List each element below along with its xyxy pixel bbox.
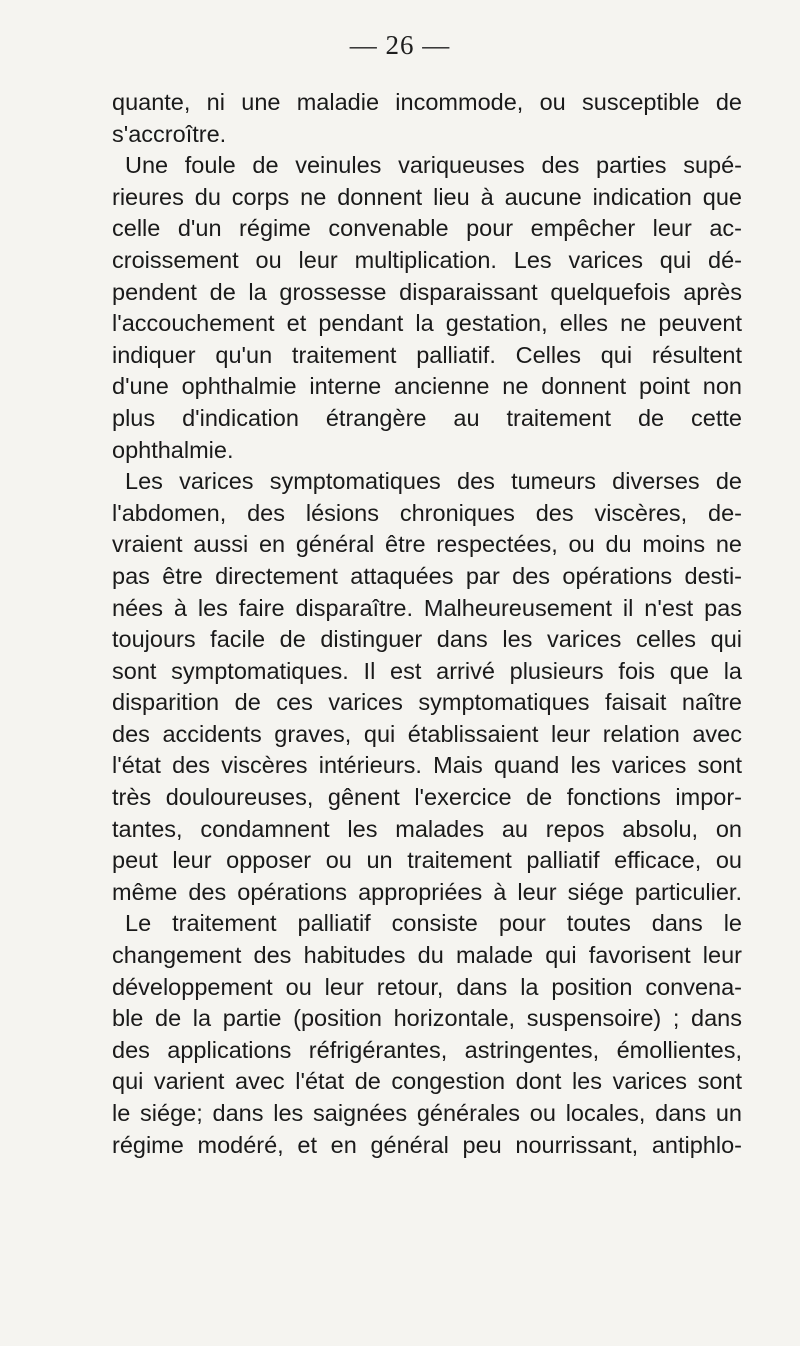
text-line: même des opérations appropriées à leur siége particulier. [112, 878, 742, 905]
text-line: le siége; dans les saignées générales ou locales, dans un [112, 1100, 742, 1126]
text-line: développement ou leur retour, dans la position convena- [112, 973, 742, 1000]
text-line: ophthalmie. [112, 436, 234, 463]
text-line: peut leur opposer ou un traitement palliatif efficace, ou [112, 847, 742, 874]
text-line: nées à les faire disparaître. Malheureusement il n'est pas [112, 594, 742, 621]
text-line: ble de la partie (position horizontale, suspensoire) ; dans [112, 1005, 742, 1032]
text-line: des applications réfrigérantes, astringentes, émollientes, [112, 1036, 742, 1063]
text-line: Une foule de veinules variqueuses des parties supé- [125, 152, 742, 179]
text-line: tantes, condamnent les malades au repos absolu, on [112, 815, 742, 842]
text-line: celle d'un régime convenable pour empêcher leur ac- [112, 215, 742, 242]
text-line: s'accroître. [112, 120, 227, 147]
text-line: plus d'indication étrangère au traitement de cette [112, 404, 742, 431]
text-line: croissement ou leur multiplication. Les varices qui dé- [112, 246, 742, 273]
text-line: disparition de ces varices symptomatiques faisait naître [112, 689, 742, 716]
text-line: vraient aussi en général être respectées, ou du moins ne [112, 531, 742, 558]
text-line: rieures du corps ne donnent lieu à aucune indication que [112, 183, 742, 210]
text-line: l'accouchement et pendant la gestation, elles ne peuvent [112, 310, 742, 337]
text-line: régime modéré, et en général peu nourrissant, antiphlo- [112, 1131, 742, 1158]
page-number: — 26 — [349, 30, 451, 60]
text-line: Le traitement palliatif consiste pour toutes dans le [125, 910, 742, 937]
text-line: qui varient avec l'état de congestion dont les varices sont [112, 1068, 742, 1095]
text-line: sont symptomatiques. Il est arrivé plusieurs fois que la [112, 657, 742, 684]
text-line: quante, ni une maladie incommode, ou susceptible de [112, 89, 742, 115]
text-line: très douloureuses, gênent l'exercice de fonctions impor- [112, 784, 742, 811]
text-line: des accidents graves, qui établissaient leur relation avec [112, 720, 742, 747]
text-line: pendent de la grossesse disparaissant quelquefois après [112, 278, 742, 305]
text-line: Les varices symptomatiques des tumeurs diverses de [125, 468, 742, 495]
text-line: changement des habitudes du malade qui favorisent leur [112, 942, 742, 969]
text-line: indiquer qu'un traitement palliatif. Celles qui résultent [112, 341, 742, 368]
text-line: l'abdomen, des lésions chroniques des viscères, de- [112, 499, 742, 526]
text-line: l'état des viscères intérieurs. Mais quand les varices sont [112, 752, 742, 779]
body-text [112, 87, 742, 1161]
text-line: toujours facile de distinguer dans les varices celles qui [112, 626, 742, 653]
text-line: d'une ophthalmie interne ancienne ne donnent point non [112, 373, 742, 400]
text-line: pas être directement attaquées par des opérations desti- [112, 562, 742, 589]
